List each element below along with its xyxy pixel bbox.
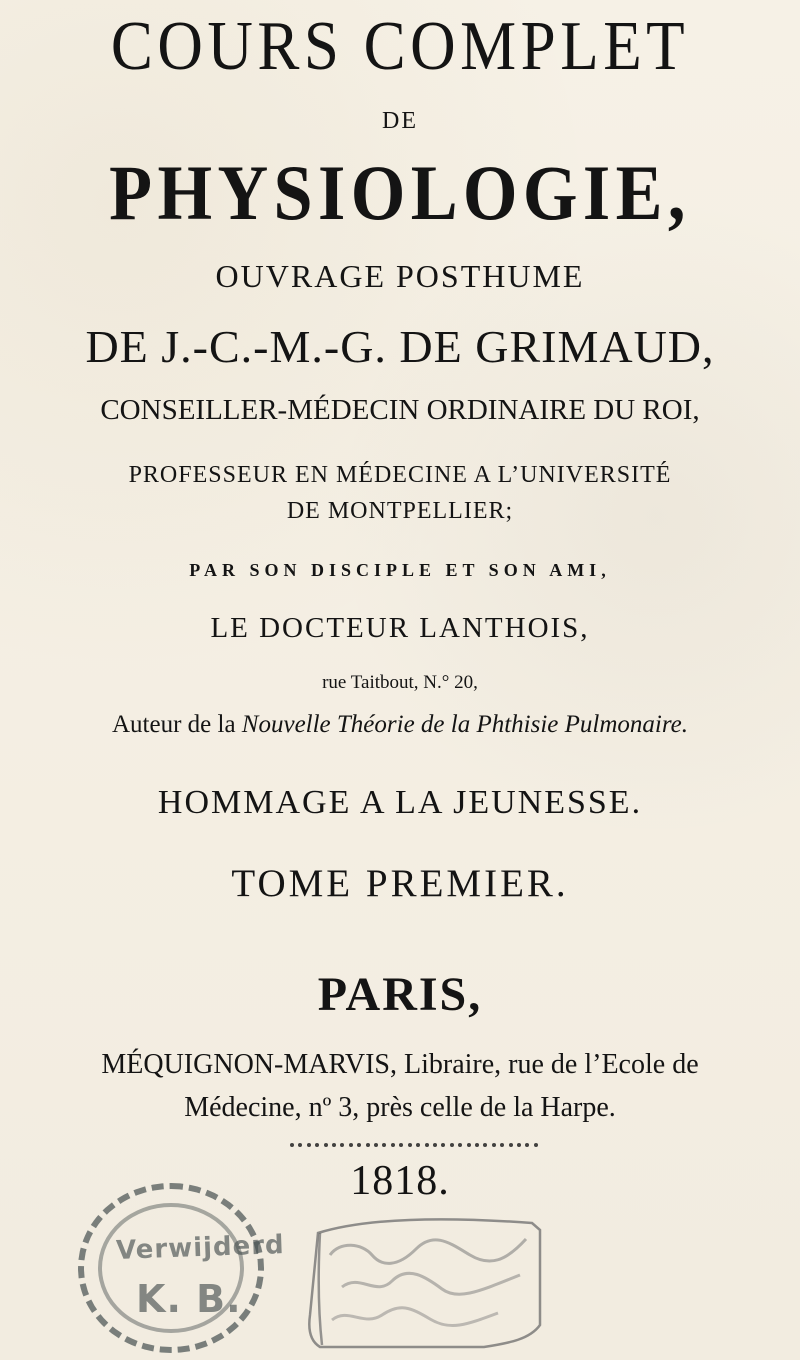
ornament-dot [315,1143,319,1147]
ornament-dot [425,1143,429,1147]
publisher-line-1: MÉQUIGNON-MARVIS, Libraire, rue de l’Ecole de [101,1049,699,1080]
ornament-dot [416,1143,420,1147]
ornament-dot [290,1143,294,1147]
author-credit-prefix: Auteur de la [111,711,236,738]
ornament-dot [340,1143,344,1147]
ornament-dot [441,1143,445,1147]
work-type: OUVRAGE POSTHUME [215,258,585,294]
ornament-dot [382,1143,386,1147]
publisher-line-2: Médecine, nº 3, près celle de la Harpe. [184,1092,616,1123]
doctor-name: LE DOCTEUR LANTHOIS, [210,612,590,644]
dedication-line: HOMMAGE A LA JEUNESSE. [157,784,643,821]
ornament-dot [408,1143,412,1147]
author-position: CONSEILLER-MÉDECIN ORDINAIRE DU ROI, [100,394,700,426]
ornament-dot [433,1143,437,1147]
ornament-dot [332,1143,336,1147]
ornament-dot [483,1143,487,1147]
publication-city: PARIS, [317,968,483,1021]
title-connector: DE [382,108,418,134]
ornament-dot [349,1143,353,1147]
ornament-dot [399,1143,403,1147]
ornament-dot [450,1143,454,1147]
library-stamp [78,1183,286,1353]
professor-line: PROFESSEUR EN MÉDECINE A L’UNIVERSITÉ [128,462,672,488]
doctor-address: rue Taitbout, N.° 20, [322,672,478,693]
ornament-dot [324,1143,328,1147]
ornament-dot [500,1143,504,1147]
author-credit-work: Nouvelle Théorie de la Phthisie Pulmonaire. [241,711,689,738]
ornament-dot [391,1143,395,1147]
ornament-dot [475,1143,479,1147]
ornament-dot [357,1143,361,1147]
volume-label: TOME PREMIER. [231,862,569,905]
author-credit [0,711,800,739]
ornament-dot [525,1143,529,1147]
ornament-dot [366,1143,370,1147]
stamp-bottom-text: K. B. [136,1277,242,1321]
ornament-dot [492,1143,496,1147]
ornament-dot [374,1143,378,1147]
ornament-dot [509,1143,513,1147]
disciple-line: PAR SON DISCIPLE ET SON AMI, [189,560,611,580]
ornament-dot [298,1143,302,1147]
university-location: DE MONTPELLIER; [286,498,514,524]
main-title: COURS COMPLET [110,8,690,85]
author-name: DE J.-C.-M.-G. DE GRIMAUD, [85,321,715,372]
handwritten-signature-mark [300,1215,548,1353]
subject-title: PHYSIOLOGIE, [109,149,691,236]
decorative-rule [290,1141,538,1149]
ornament-dot [307,1143,311,1147]
ornament-dot [534,1143,538,1147]
ornament-dot [467,1143,471,1147]
ornament-dot [458,1143,462,1147]
publication-year: 1818. [350,1158,450,1204]
ornament-dot [517,1143,521,1147]
stamp-top-text: Verwijderd [115,1230,286,1266]
